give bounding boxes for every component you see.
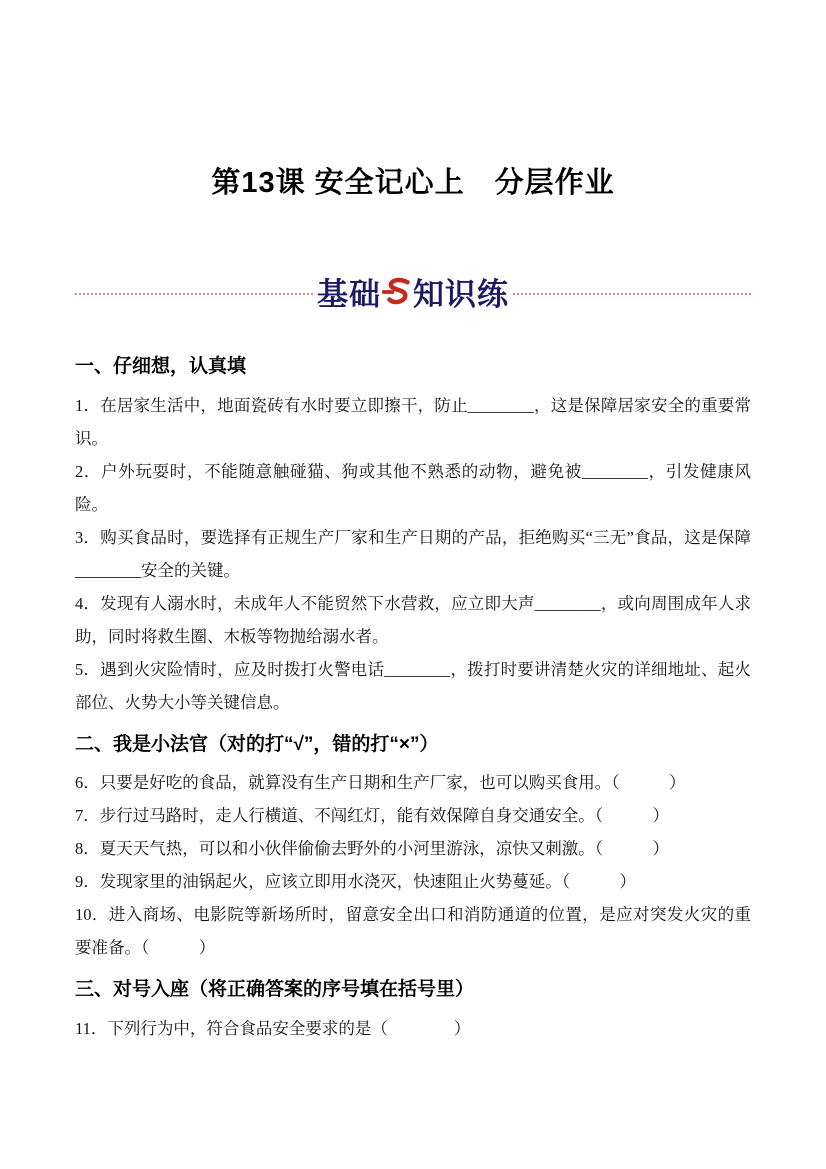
section-banner	[75, 276, 751, 313]
page-title: 第13课 安全记心上 分层作业	[211, 167, 615, 199]
question-item-7: 7．步行过马路时，走人行横道、不闯红灯，能有效保障自身交通安全。（ ）	[75, 806, 669, 826]
question-item-9: 9．发现家里的油锅起火，应该立即用水浇灭，快速阻止火势蔓延。（ ）	[75, 872, 636, 892]
question-item-5: 5．遇到火灾险情时，应及时拨打火警电话________，拨打时要讲清楚火灾的详细地址、起火部位、火势大小等关键信息。	[75, 659, 751, 712]
question-item-2: 2．户外玩耍时，不能随意触碰猫、狗或其他不熟悉的动物，避免被________，引发健康风险。	[75, 461, 751, 514]
section-heading-1: 一、仔细想，认真填	[75, 355, 247, 377]
question-item-1: 1．在居家生活中，地面瓷砖有水时要立即擦干，防止________，这是保障居家安全的重要常识。	[75, 395, 751, 448]
question-item-11: 11．下列行为中，符合食品安全要求的是（ ）	[75, 1019, 471, 1039]
banner-logo	[313, 276, 513, 313]
section-heading-3: 三、对号入座（将正确答案的序号填在括号里）	[75, 979, 475, 1001]
question-item-10: 10．进入商场、电影院等新场所时，留意安全出口和消防通道的位置，是应对突发火灾的重要准备。（ ）	[75, 905, 751, 958]
dotted-divider-right	[513, 293, 751, 295]
section-heading-2: 二、我是小法官（对的打“√”，错的打“×”）	[75, 733, 439, 755]
question-item-3: 3．购买食品时，要选择有正规生产厂家和生产日期的产品，拒绝购买“三无”食品，这是保障________安全的关键。	[75, 527, 751, 580]
banner-left-text: 基础	[317, 276, 381, 312]
question-item-4: 4．发现有人溺水时，未成年人不能贸然下水营救，应立即大声________，或向周围成年人求助，同时将救生圈、木板等物抛给溺水者。	[75, 593, 751, 646]
s-swirl-icon	[382, 276, 412, 313]
question-item-6: 6．只要是好吃的食品，就算没有生产日期和生产厂家，也可以购买食用。（ ）	[75, 773, 686, 793]
dotted-divider-left	[75, 293, 313, 295]
banner-right-text: 知识练	[413, 276, 509, 312]
question-item-8: 8．夏天天气热，可以和小伙伴偷偷去野外的小河里游泳，凉快又刺激。（ ）	[75, 839, 669, 859]
